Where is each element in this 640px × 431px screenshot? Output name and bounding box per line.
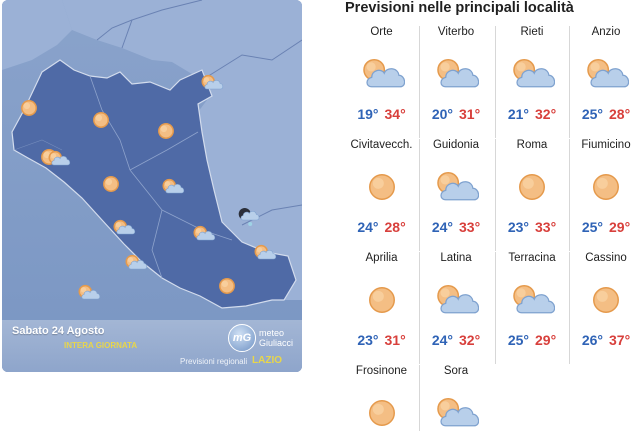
sun-icon <box>583 283 629 317</box>
max-temperature: 29° <box>609 219 631 235</box>
forecast-title: Previsioni nelle principali località <box>345 0 574 16</box>
min-temperature: 24° <box>431 332 453 348</box>
temperature-range <box>496 106 568 122</box>
city-name: Orte <box>370 26 393 38</box>
city-name: Fiumicino <box>581 139 631 151</box>
city-name: Civitavecch. <box>350 139 413 151</box>
city-forecast-guidonia <box>419 139 492 251</box>
map-footer <box>2 320 302 372</box>
city-name: Guidonia <box>432 139 480 151</box>
min-temperature: 25° <box>507 332 529 348</box>
min-temperature: 24° <box>357 219 379 235</box>
cloudy-night-icon <box>237 206 257 226</box>
city-name: Aprilia <box>365 252 398 264</box>
partly-cloudy-icon <box>113 219 133 239</box>
temperature-range <box>570 332 640 348</box>
partly-cloudy-icon <box>201 74 221 94</box>
temperature-range <box>420 332 492 348</box>
sun-icon <box>100 174 120 194</box>
city-name: Anzio <box>591 26 621 38</box>
city-name: Sora <box>443 365 469 377</box>
city-forecast-roma <box>495 139 568 251</box>
partly-cloudy-icon <box>583 57 629 91</box>
temperature-range <box>420 106 492 122</box>
partly-cloudy-icon <box>162 178 182 198</box>
sun-icon <box>359 170 405 204</box>
max-temperature: 32° <box>459 332 481 348</box>
min-temperature: 25° <box>581 219 603 235</box>
partly-cloudy-icon <box>48 150 68 170</box>
partly-cloudy-icon <box>254 244 274 264</box>
sun-icon <box>359 396 405 430</box>
partly-cloudy-icon <box>433 57 479 91</box>
max-temperature: 37° <box>609 332 631 348</box>
logo-text-meteo: meteo <box>259 328 285 338</box>
logo-mark: mG <box>228 324 256 352</box>
city-forecast-fiumicino <box>569 139 640 251</box>
city-name: Cassino <box>585 252 627 264</box>
city-forecast-cassino <box>569 252 640 364</box>
temperature-range <box>420 219 492 235</box>
city-forecast-viterbo <box>419 26 492 138</box>
min-temperature: 19° <box>357 106 379 122</box>
max-temperature: 28° <box>384 219 406 235</box>
max-temperature: 28° <box>609 106 631 122</box>
temperature-range <box>570 106 640 122</box>
region-name: LAZIO <box>252 355 282 366</box>
city-forecast-civitavecch <box>345 139 418 251</box>
lazio-map-image <box>2 0 302 372</box>
max-temperature: 33° <box>459 219 481 235</box>
sun-icon <box>18 98 38 118</box>
city-forecast-sora <box>419 365 492 431</box>
city-forecast-anzio <box>569 26 640 138</box>
meteo-giuliacci-logo <box>228 324 298 352</box>
partly-cloudy-icon <box>125 254 145 274</box>
sun-icon <box>216 276 236 296</box>
max-temperature: 33° <box>535 219 557 235</box>
min-temperature: 26° <box>581 332 603 348</box>
min-temperature: 23° <box>507 219 529 235</box>
forecast-date: Sabato 24 Agosto <box>12 325 105 337</box>
city-name: Viterbo <box>437 26 475 38</box>
max-temperature: 29° <box>535 332 557 348</box>
temperature-range <box>570 219 640 235</box>
temperature-range <box>345 332 418 348</box>
max-temperature: 31° <box>384 332 406 348</box>
city-name: Latina <box>440 252 472 264</box>
temperature-range <box>345 106 418 122</box>
partly-cloudy-icon <box>509 57 555 91</box>
min-temperature: 25° <box>581 106 603 122</box>
regional-forecast-label: Previsioni regionali <box>180 357 248 366</box>
city-forecast-frosinone <box>345 365 418 431</box>
logo-text-giuliacci: Giuliacci <box>259 338 294 348</box>
temperature-range <box>345 219 418 235</box>
min-temperature: 23° <box>357 332 379 348</box>
city-name: Rieti <box>520 26 544 38</box>
max-temperature: 32° <box>535 106 557 122</box>
temperature-range <box>496 219 568 235</box>
sun-icon <box>359 283 405 317</box>
min-temperature: 21° <box>507 106 529 122</box>
city-forecast-latina <box>419 252 492 364</box>
max-temperature: 34° <box>384 106 406 122</box>
sun-icon <box>509 170 555 204</box>
sun-icon <box>583 170 629 204</box>
partly-cloudy-icon <box>78 284 98 304</box>
partly-cloudy-icon <box>509 283 555 317</box>
partly-cloudy-icon <box>433 170 479 204</box>
max-temperature: 31° <box>459 106 481 122</box>
city-name: Roma <box>516 139 548 151</box>
city-name: Frosinone <box>355 365 408 377</box>
city-forecast-orte <box>345 26 418 138</box>
city-forecast-aprilia <box>345 252 418 364</box>
min-temperature: 20° <box>431 106 453 122</box>
temperature-range <box>496 332 568 348</box>
partly-cloudy-icon <box>433 283 479 317</box>
partly-cloudy-icon <box>433 396 479 430</box>
city-forecast-rieti <box>495 26 568 138</box>
sun-icon <box>155 121 175 141</box>
city-forecast-terracina <box>495 252 568 364</box>
partly-cloudy-icon <box>193 225 213 245</box>
partly-cloudy-icon <box>359 57 405 91</box>
min-temperature: 24° <box>431 219 453 235</box>
city-name: Terracina <box>508 252 556 264</box>
forecast-period: INTERA GIORNATA <box>64 341 138 350</box>
sun-icon <box>90 110 110 130</box>
region-map <box>2 0 302 372</box>
